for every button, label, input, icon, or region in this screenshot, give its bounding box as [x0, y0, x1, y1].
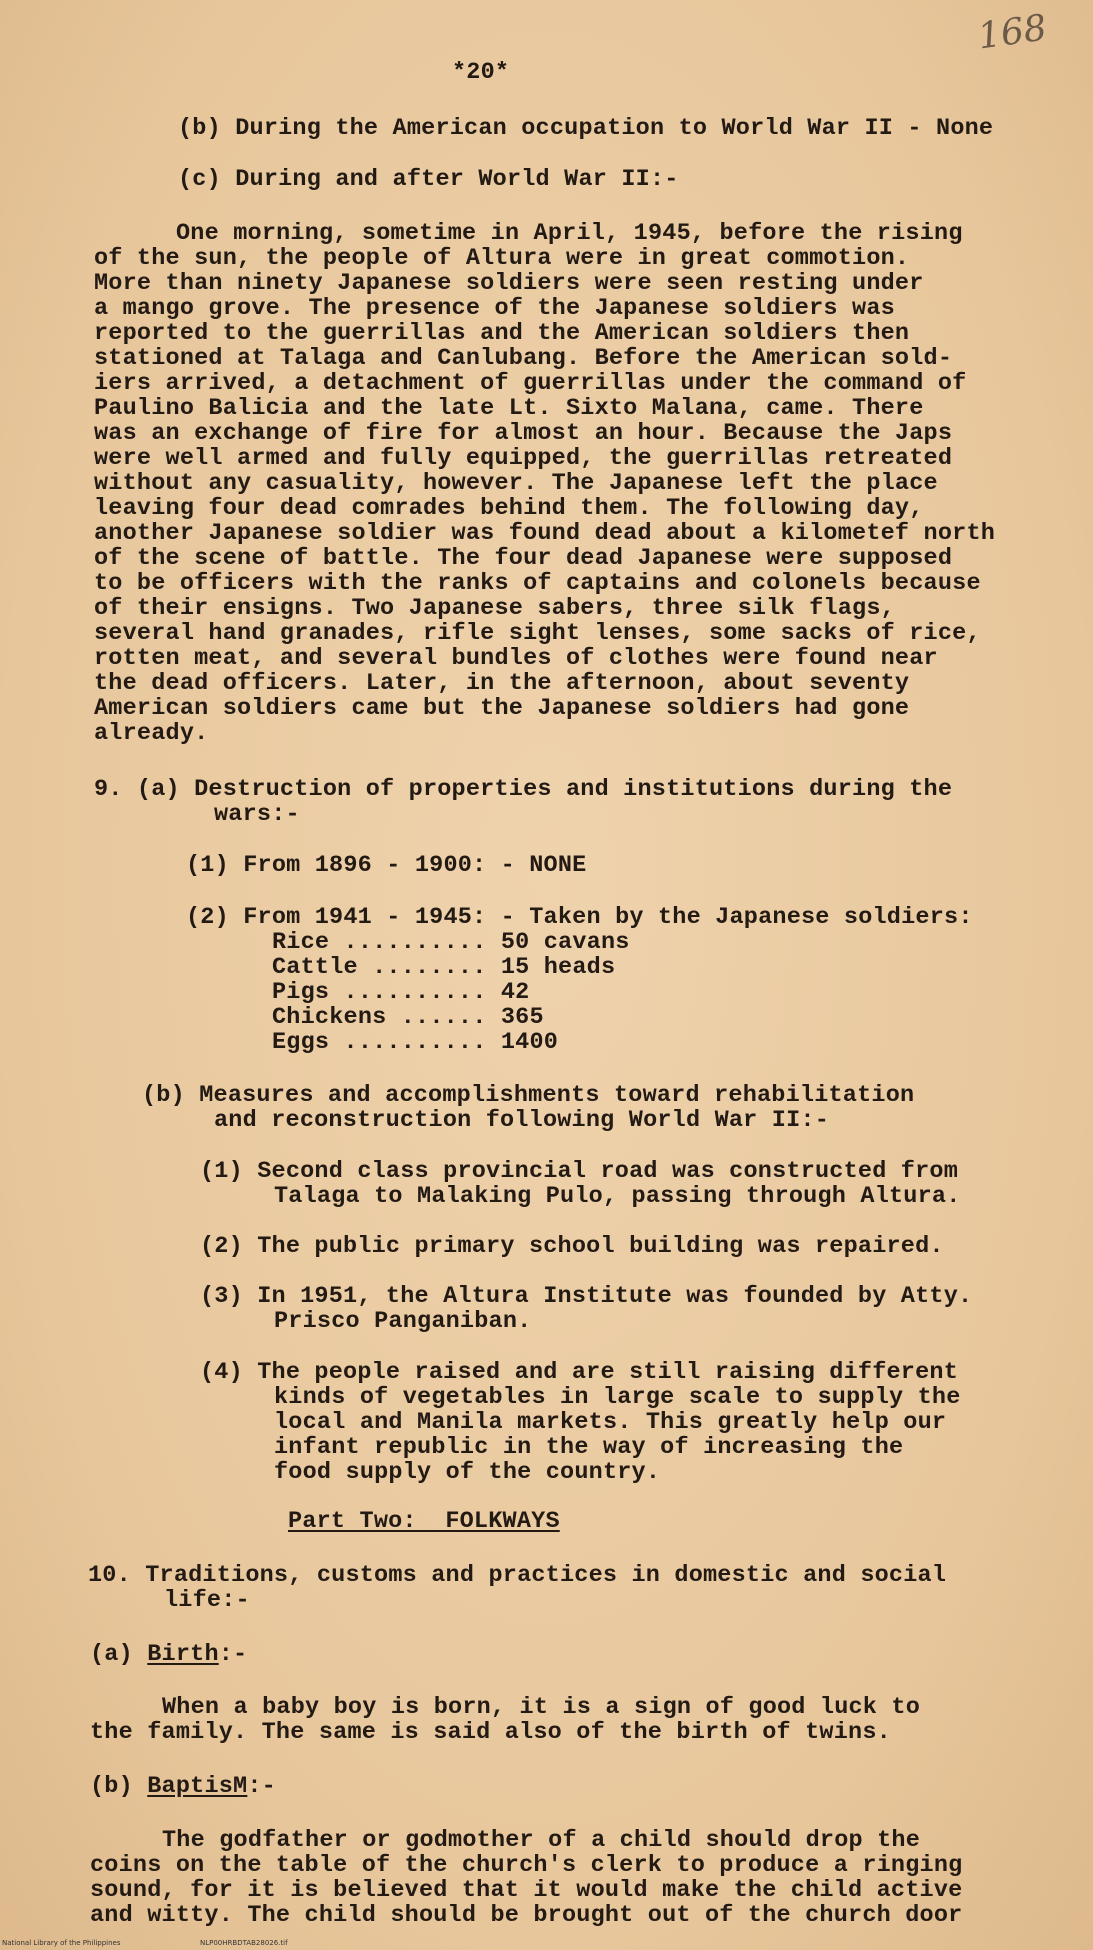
text-line: of the sun, the people of Altura were in great commotion.: [94, 245, 910, 272]
section-heading: (b) Measures and accomplishments toward rehabilitation: [142, 1082, 915, 1109]
table-row: Cattle ........ 15 heads: [272, 954, 616, 981]
text-line: several hand granades, rifle sight lenses, some sacks of rice,: [94, 620, 981, 647]
subsection-title: Birth: [147, 1641, 219, 1668]
table-row: Rice .......... 50 cavans: [272, 929, 630, 956]
text-line: One morning, sometime in April, 1945, before the rising: [176, 220, 963, 247]
list-item: (3) In 1951, the Altura Institute was founded by Atty.: [200, 1283, 973, 1310]
subsection-colon: :-: [247, 1773, 276, 1800]
text-line: The godfather or godmother of a child should drop the: [162, 1827, 921, 1854]
subsection-label: (b): [90, 1773, 133, 1800]
table-row: Chickens ...... 365: [272, 1004, 544, 1031]
text-line: the family. The same is said also of the birth of twins.: [90, 1719, 891, 1746]
text-line: a mango grove. The presence of the Japanese soldiers was: [94, 295, 895, 322]
text-line: life:-: [164, 1587, 250, 1614]
handwritten-page-number: 168: [975, 7, 1050, 58]
subsection-label: (a): [90, 1641, 133, 1668]
section-heading: 9. (a) Destruction of properties and institutions during the: [94, 776, 953, 803]
table-row: Pigs .......... 42: [272, 979, 530, 1006]
text-line: More than ninety Japanese soldiers were seen resting under: [94, 270, 924, 297]
subsection-colon: :-: [218, 1641, 248, 1668]
text-line: of their ensigns. Two Japanese sabers, three silk flags,: [94, 595, 895, 622]
list-item: (2) From 1941 - 1945: - Taken by the Japanese soldiers:: [186, 904, 973, 931]
text-line: already.: [94, 720, 209, 747]
section-heading: 10. Traditions, customs and practices in domestic and social: [88, 1562, 947, 1589]
list-item: (1) From 1896 - 1900: - NONE: [186, 852, 587, 879]
list-item: (4) The people raised and are still raising different: [200, 1359, 959, 1386]
list-item: (1) Second class provincial road was constructed from: [200, 1158, 959, 1185]
text-line: was an exchange of fire for almost an hour. Because the Japs: [94, 420, 953, 447]
text-line: reported to the guerrillas and the American soldiers then: [94, 320, 910, 347]
text-line: (b) During the American occupation to World War II - None: [178, 115, 994, 142]
text-line: the dead officers. Later, in the afternoon, about seventy: [94, 670, 910, 697]
table-row: Eggs .......... 1400: [272, 1029, 559, 1056]
text-line: wars:-: [214, 801, 300, 828]
text-line: rotten meat, and several bundles of clothes were found near: [94, 645, 938, 672]
subsection-heading: [90, 1642, 247, 1667]
text-line: sound, for it is believed that it would make the child active: [90, 1877, 963, 1904]
text-line: leaving four dead comrades behind them. The following day,: [94, 495, 924, 522]
text-line: iers arrived, a detachment of guerrillas under the command of: [94, 370, 967, 397]
text-line: stationed at Talaga and Canlubang. Before the American sold-: [94, 345, 953, 372]
text-line: coins on the table of the church's clerk to produce a ringing: [90, 1852, 963, 1879]
text-line: another Japanese soldier was found dead about a kilometef north: [94, 520, 996, 547]
text-line: kinds of vegetables in large scale to supply the: [274, 1384, 961, 1411]
text-line: and witty. The child should be brought out of the church door: [90, 1902, 963, 1929]
page-header: *20*: [452, 59, 510, 86]
text-line: Prisco Panganiban.: [274, 1308, 532, 1335]
text-line: infant republic in the way of increasing the: [274, 1434, 904, 1461]
text-line: American soldiers came but the Japanese soldiers had gone: [94, 695, 910, 722]
text-line: Talaga to Malaking Pulo, passing through Altura.: [274, 1183, 961, 1210]
text-line: local and Manila markets. This greatly help our: [274, 1409, 947, 1436]
list-item: (2) The public primary school building was repaired.: [200, 1233, 944, 1260]
text-line: When a baby boy is born, it is a sign of good luck to: [162, 1694, 921, 1721]
footer-filename: NLP00HRBDTAB28026.tif: [200, 1939, 288, 1947]
text-line: to be officers with the ranks of captains and colonels because: [94, 570, 981, 597]
text-line: without any casuality, however. The Japanese left the place: [94, 470, 938, 497]
text-line: and reconstruction following World War II:-: [214, 1107, 829, 1134]
text-line: of the scene of battle. The four dead Japanese were supposed: [94, 545, 953, 572]
text-line: were well armed and fully equipped, the guerrillas retreated: [94, 445, 953, 472]
text-line: (c) During and after World War II:-: [178, 166, 679, 193]
footer-source: National Library of the Philippines: [2, 1939, 121, 1947]
part-heading: Part Two: FOLKWAYS: [288, 1508, 560, 1535]
text-line: food supply of the country.: [274, 1459, 661, 1486]
text-line: Paulino Balicia and the late Lt. Sixto Malana, came. There: [94, 395, 924, 422]
subsection-heading: [90, 1774, 276, 1799]
subsection-title: BaptisM: [147, 1773, 248, 1800]
